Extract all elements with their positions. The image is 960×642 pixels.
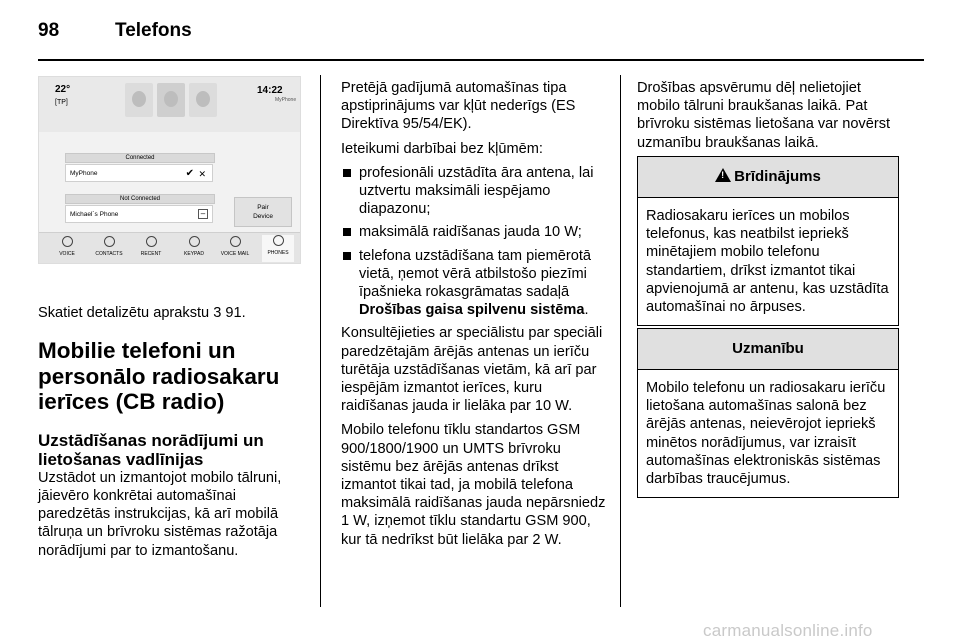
warning-header — [638, 157, 898, 198]
screen-bottom-bar — [39, 232, 300, 263]
list-item: maksimālā raidīšanas jauda 10 W; — [341, 223, 607, 241]
paragraph: Uzstādot un izmantojot mobilo tālruni, jāievēro konkrētai automašīnai paredzētās instrukcijas, kā arī mobilā tālruņa un brīvroku sistēmas ražotāja norādījumi par to izmantošanu. — [38, 469, 282, 559]
close-icon: ✕ — [198, 169, 206, 179]
device-row-connected — [65, 164, 213, 182]
clock: 14:22 — [257, 85, 283, 96]
paragraph: Drošības apsvērumu dēļ nelietojiet mobilo tālruni braukšanas laikā. Pat brīvroku sistēmas lietošana var novērst uzmanību braukšanas laikā. — [637, 80, 891, 151]
device-row-not-connected — [65, 205, 213, 223]
recommendation-list — [341, 164, 607, 320]
contacts-icon: CONTACTS — [93, 236, 125, 257]
caution-box — [637, 328, 899, 498]
header-rule — [38, 59, 924, 61]
keypad-icon: KEYPAD — [178, 236, 210, 257]
subsection-heading: Uzstādīšanas norādījumi un lietošanas vadlīnijas — [38, 430, 264, 469]
warning-box — [637, 156, 899, 326]
connected-label: Connected — [65, 153, 215, 163]
paragraph: Ieteikumi darbībai bez kļūmēm: — [341, 140, 543, 157]
device-list — [65, 153, 213, 233]
column-divider-2 — [620, 75, 621, 607]
device-name: MyPhone — [70, 170, 98, 177]
phone-screen-figure — [38, 76, 301, 264]
not-connected-label: Not Connected — [65, 194, 215, 204]
screen-status-bar — [39, 77, 300, 132]
paragraph: Konsultējieties ar speciālistu par speciāli paredzētajām ārējās antenas un ierīču turētāja uzstādīšanas vietām, kā arī par iespējām izmantot ierīces, kuru raidīšanas jauda ir lielāka par 10 W. — [341, 325, 603, 415]
page-number: 98 — [38, 20, 60, 41]
page-title: Telefons — [115, 20, 192, 41]
list-item: telefona uzstādīšana tam piemērotā vietā, ņemot vērā atbilstošo piezīmi īpašnieka rokasgrāmatas sadaļā Drošības gaisa spilvenu sistēma. — [341, 247, 607, 320]
device-name: Michael´s Phone — [70, 211, 119, 218]
warning-icon: ! — [715, 168, 731, 182]
column-1 — [38, 304, 306, 566]
column-divider-1 — [320, 75, 321, 607]
status-phone-name: MyPhone — [275, 97, 297, 103]
caution-text: Mobilo telefonu un radiosakaru ierīču lietošana automašīnas salonā bez ārējās antenas, neievērojot iepriekš minētos norādījumus, var izraisīt automašīnas elektroniskās sistēmas darbības traucējumus. — [646, 380, 886, 488]
voice-icon: VOICE — [51, 236, 83, 257]
column-2 — [341, 79, 607, 555]
paragraph: Mobilo telefonu tīklu standartos GSM 900/1800/1900 un UMTS brīvroku sistēmu bez ārējās antenas drīkst izmantot tikai tad, ja mobilā telefona maksimālā raidīšanas jauda nepārsniedz 1 W, izņemot tīklu standartu GSM 900, kur tā nedrīkst būt lielāka par 2 W. — [341, 422, 606, 548]
check-icon: ✔ — [185, 168, 194, 179]
list-item: profesionāli uzstādīta āra antena, lai uztvertu maksimāli iespējamo diapazonu; — [341, 164, 607, 219]
page-header — [38, 20, 192, 42]
temperature: 22° — [55, 84, 71, 95]
phones-icon: PHONES — [262, 235, 294, 262]
tp-indicator: [TP] — [55, 99, 68, 106]
audio-tile-icon — [125, 83, 153, 117]
recent-icon: RECENT — [135, 236, 167, 257]
apps-tile-icon — [189, 83, 217, 117]
warning-title: Brīdinājums — [734, 168, 821, 185]
phone-tile-icon — [157, 83, 185, 117]
caution-title: Uzmanību — [638, 329, 898, 370]
warning-text: Radiosakaru ierīces un mobilos telefonus, kas neatbilst iepriekš minētajiem mobilo telefonu standartiem, drīkst izmantot tikai apvienojumā ar antenu, kas uzstādīta automašīnai no ārpuses. — [646, 208, 889, 316]
minus-icon: – — [198, 209, 208, 219]
watermark: carmanualsonline.info — [703, 621, 873, 640]
pair-device-button: Pair Device — [234, 197, 292, 227]
section-heading: Mobilie telefoni un personālo radiosakaru ierīces (CB radio) — [38, 338, 280, 415]
voicemail-icon: VOICE MAIL — [219, 236, 251, 257]
see-reference: Skatiet detalizētu aprakstu 3 91. — [38, 305, 246, 321]
column-3-intro — [637, 79, 899, 158]
paragraph: Pretējā gadījumā automašīnas tipa apstiprinājums var kļūt nederīgs (ES Direktīva 95/54/EK). — [341, 80, 576, 133]
